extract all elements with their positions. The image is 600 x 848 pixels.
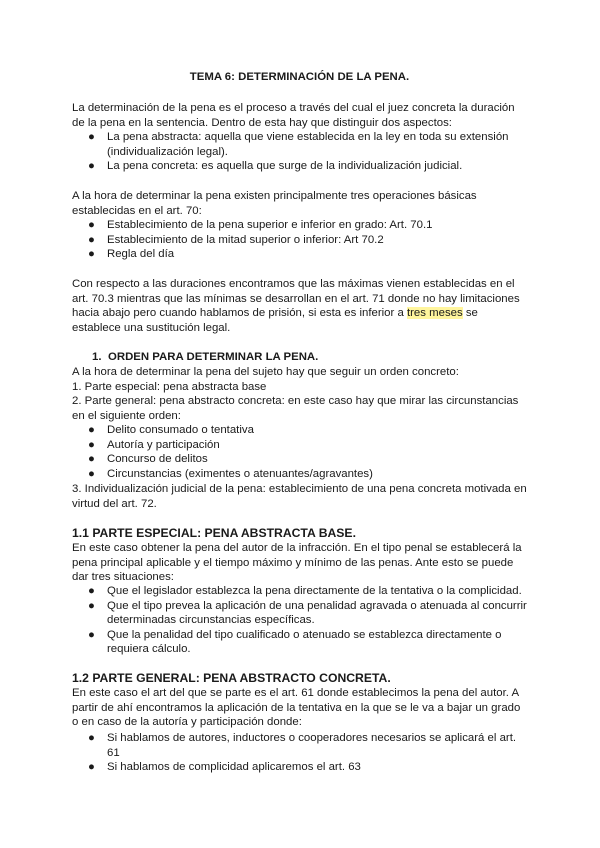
- duraciones-paragraph: Con respecto a las duraciones encontramos que las máximas vienen establecidas en el art. 70.3 mientras que las mínimas se desarrollan en el art. 71 donde no hay limitaciones hacia abajo pero cuando hablamos de prisión, si esta es inferior a tres meses se establece una sustitución legal.: [72, 278, 520, 334]
- list-item: ● Establecimiento de la mitad superior o inferior: Art 70.2: [88, 233, 384, 246]
- list-item: ● Establecimiento de la pena superior e inferior en grado: Art. 70.1: [88, 219, 433, 231]
- bullet-icon: ●: [88, 628, 95, 641]
- orden-step-1: 1. Parte especial: pena abstracta base: [72, 381, 267, 393]
- orden-step-3: 3. Individualización judicial de la pena: establecimiento de una pena concreta motivada en virtud del art. 72.: [72, 483, 527, 510]
- parte-general-paragraph: En este caso el art del que se parte es el art. 61 donde establecimos la pena del autor. A partir de ahí encontramos la aplicación de la tentativa en la que se le va a bajar un grado o en caso de la autoría y participación donde:: [72, 687, 521, 729]
- bullet-icon: ●: [88, 453, 95, 466]
- list-item: ● Que la penalidad del tipo cualificado o atenuado se establezca directamente o requiera cálculo.: [88, 628, 502, 656]
- bullet-icon: ●: [88, 761, 95, 774]
- section-heading-orden: 1. ORDEN PARA DETERMINAR LA PENA.: [92, 351, 319, 363]
- parte-especial-list: [72, 584, 527, 657]
- orden-intro: A la hora de determinar la pena del sujeto hay que seguir un orden concreto:: [72, 366, 459, 378]
- intro-paragraph: La determinación de la pena es el proceso a través del cual el juez concreta la duración de la pena en la sentencia. Dentro de esta hay que distinguir dos aspectos:: [72, 102, 515, 129]
- orden-step-2: 2. Parte general: pena abstracto concreta: en este caso hay que mirar las circunstancias en el siguiente orden:: [72, 395, 519, 422]
- section-heading-parte-general: 1.2 PARTE GENERAL: PENA ABSTRACTO CONCRETA.: [72, 671, 391, 685]
- bullet-icon: ●: [88, 599, 95, 612]
- bullet-icon: ●: [88, 233, 95, 246]
- section-heading-parte-especial: 1.1 PARTE ESPECIAL: PENA ABSTRACTA BASE.: [72, 526, 356, 540]
- highlighted-text: tres meses: [406, 307, 463, 320]
- bullet-icon: ●: [88, 732, 95, 744]
- bullet-icon: ●: [88, 160, 95, 173]
- list-item: ● Si hablamos de autores, inductores o cooperadores necesarios se aplicará el art. 61: [88, 732, 517, 759]
- list-item: ● La pena abstracta: aquella que viene establecida en la ley en toda su extensión (individualización legal).: [88, 131, 509, 158]
- parte-general-list: [72, 731, 527, 775]
- list-item: ● La pena concreta: es aquella que surge de la individualización judicial.: [88, 160, 463, 173]
- bullet-icon: ●: [88, 248, 95, 261]
- list-item: ● Circunstancias (eximentes o atenuantes/agravantes): [88, 467, 373, 480]
- list-item: ● Autoría y participación: [88, 438, 220, 451]
- page-title: TEMA 6: DETERMINACIÓN DE LA PENA.: [189, 71, 410, 83]
- bullet-icon: ●: [88, 131, 95, 143]
- bullet-icon: ●: [88, 424, 95, 436]
- bullet-icon: ●: [88, 438, 95, 451]
- list-item: ● Si hablamos de complicidad aplicaremos el art. 63: [88, 761, 361, 774]
- list-item: ● Que el legislador establezca la pena directamente de la tentativa o la complicidad.: [88, 585, 522, 597]
- bullet-icon: ●: [88, 219, 95, 231]
- operaciones-list: [72, 218, 527, 262]
- intro-list: [72, 130, 527, 174]
- list-item: ● Que el tipo prevea la aplicación de una penalidad agravada o atenuada al concurrir determinadas circunstancias específicas.: [88, 599, 527, 627]
- operaciones-paragraph: A la hora de determinar la pena existen principalmente tres operaciones básicas establecidas en el art. 70:: [72, 190, 477, 217]
- orden-list: [72, 423, 527, 481]
- bullet-icon: ●: [88, 467, 95, 480]
- list-item: ● Regla del día: [88, 248, 175, 261]
- list-item: ● Concurso de delitos: [88, 453, 208, 466]
- bullet-icon: ●: [88, 585, 95, 597]
- parte-especial-paragraph: En este caso obtener la pena del autor de la infracción. En el tipo penal se establecerá la pena principal aplicable y el tiempo máximo y mínimo de las penas. Ante esto se puede dar tres situaciones:: [72, 542, 522, 584]
- list-item: ● Delito consumado o tentativa: [88, 424, 254, 436]
